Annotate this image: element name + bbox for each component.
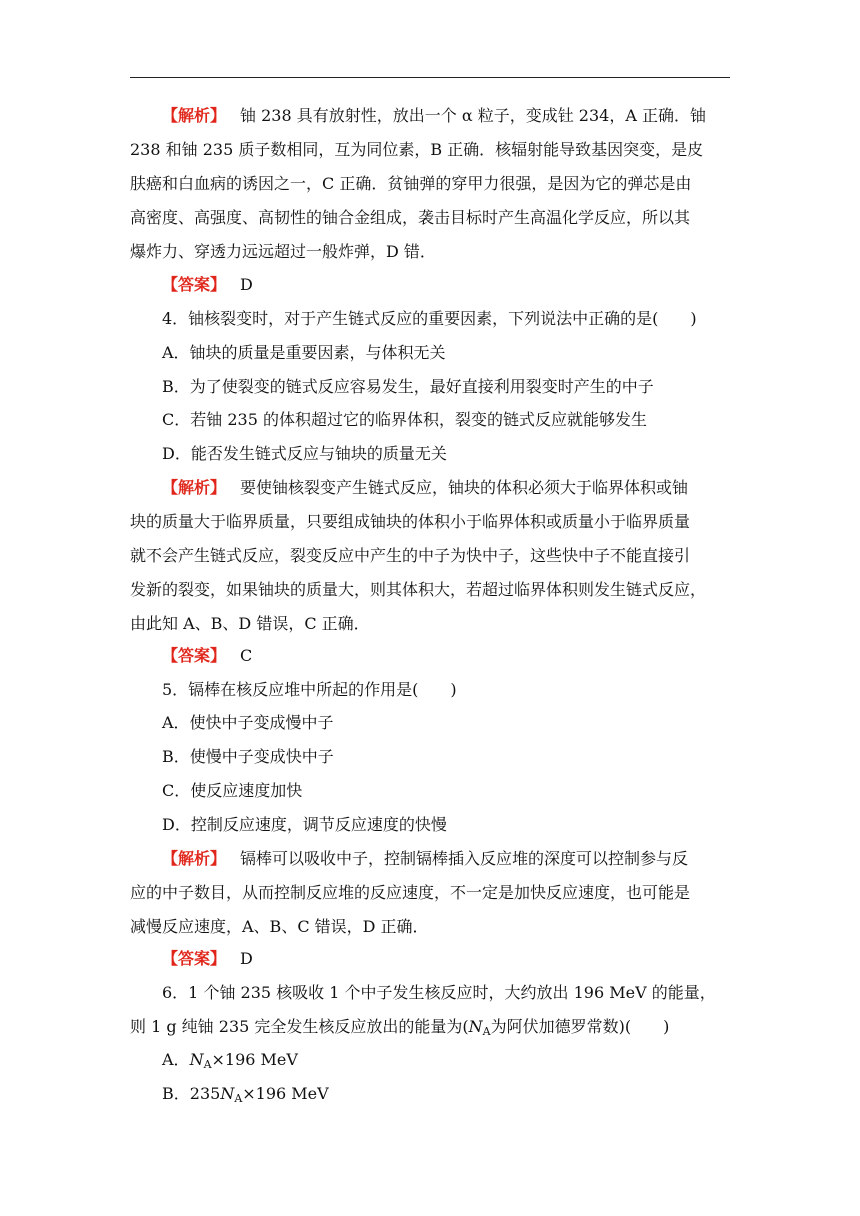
header-rule bbox=[130, 77, 730, 78]
q4-analysis-line-5: 由此知 A、B、D 错误，C 正确． bbox=[130, 614, 370, 633]
q4-answer: 【答案】 C bbox=[162, 646, 253, 665]
analysis-tag: 【解析】 bbox=[162, 849, 227, 868]
q3-analysis-line-4: 高密度、高强度、高韧性的铀合金组成，袭击目标时产生高温化学反应，所以其 bbox=[130, 208, 691, 227]
q5-option-b: B．使慢中子变成快中子 bbox=[162, 747, 334, 766]
q4-option-a: A．铀块的质量是重要因素，与体积无关 bbox=[162, 343, 446, 362]
answer-tag: 【答案】 bbox=[162, 646, 227, 665]
q3-analysis-line-3: 肤癌和白血病的诱因之一，C 正确．贫铀弹的穿甲力很强，是因为它的弹芯是由 bbox=[130, 174, 692, 193]
q5-option-d: D．控制反应速度，调节反应速度的快慢 bbox=[162, 815, 447, 834]
q6-stem-line-1: 6．1 个铀 235 核吸收 1 个中子发生核反应时，大约放出 196 MeV 的能量， bbox=[162, 983, 716, 1002]
analysis-tag: 【解析】 bbox=[162, 106, 227, 125]
q5-analysis-line-1: 【解析】 镉棒可以吸收中子，控制镉棒插入反应堆的深度可以控制参与反 bbox=[162, 849, 689, 868]
q3-analysis-line-1: 【解析】 铀 238 具有放射性，放出一个 α 粒子，变成钍 234，A 正确．铀 bbox=[162, 106, 706, 125]
q4-analysis-line-2: 块的质量大于临界质量，只要组成铀块的体积小于临界体积或质量小于临界质量 bbox=[130, 512, 691, 531]
q3-answer: 【答案】 D bbox=[162, 275, 253, 294]
analysis-tag: 【解析】 bbox=[162, 478, 227, 497]
q4-stem: 4．铀核裂变时，对于产生链式反应的重要因素，下列说法中正确的是( ) bbox=[162, 309, 697, 328]
q6-option-a: A．$N_A\times 196$ MeV bbox=[162, 1050, 298, 1071]
q6-option-b: B．$235N_A\times 196$ MeV bbox=[162, 1084, 329, 1105]
q3-analysis-line-5: 爆炸力、穿透力远远超过一般炸弹，D 错． bbox=[130, 242, 436, 261]
q4-option-c: C．若铀 235 的体积超过它的临界体积，裂变的链式反应就能够发生 bbox=[162, 410, 647, 429]
q5-answer: 【答案】 D bbox=[162, 949, 253, 968]
q5-analysis-line-3: 减慢反应速度，A、B、C 错误，D 正确． bbox=[130, 917, 429, 936]
q5-stem: 5．镉棒在核反应堆中所起的作用是( ) bbox=[162, 680, 457, 699]
q5-analysis-line-2: 应的中子数目，从而控制反应堆的反应速度，不一定是加快反应速度，也可能是 bbox=[130, 883, 691, 902]
q5-option-c: C．使反应速度加快 bbox=[162, 781, 303, 800]
answer-tag: 【答案】 bbox=[162, 949, 227, 968]
q4-analysis-line-3: 就不会产生链式反应，裂变反应中产生的中子为快中子，这些快中子不能直接引 bbox=[130, 546, 691, 565]
q4-analysis-line-1: 【解析】 要使铀核裂变产生链式反应，铀块的体积必须大于临界体积或铀 bbox=[162, 478, 689, 497]
q4-option-d: D．能否发生链式反应与铀块的质量无关 bbox=[162, 444, 447, 463]
q3-analysis-line-2: 238 和铀 235 质子数相同，互为同位素，B 正确．核辐射能导致基因突变，是皮 bbox=[130, 140, 704, 159]
q4-analysis-line-4: 发新的裂变，如果铀块的质量大，则其体积大，若超过临界体积则发生链式反应， bbox=[130, 580, 707, 599]
q6-stem-line-2: 则 1 g 纯铀 235 完全发生核反应放出的能量为($N_A$为阿伏加德罗常数)( ) bbox=[130, 1017, 670, 1038]
answer-tag: 【答案】 bbox=[162, 275, 227, 294]
q4-option-b: B．为了使裂变的链式反应容易发生，最好直接利用裂变时产生的中子 bbox=[162, 377, 654, 396]
q5-option-a: A．使快中子变成慢中子 bbox=[162, 713, 334, 732]
